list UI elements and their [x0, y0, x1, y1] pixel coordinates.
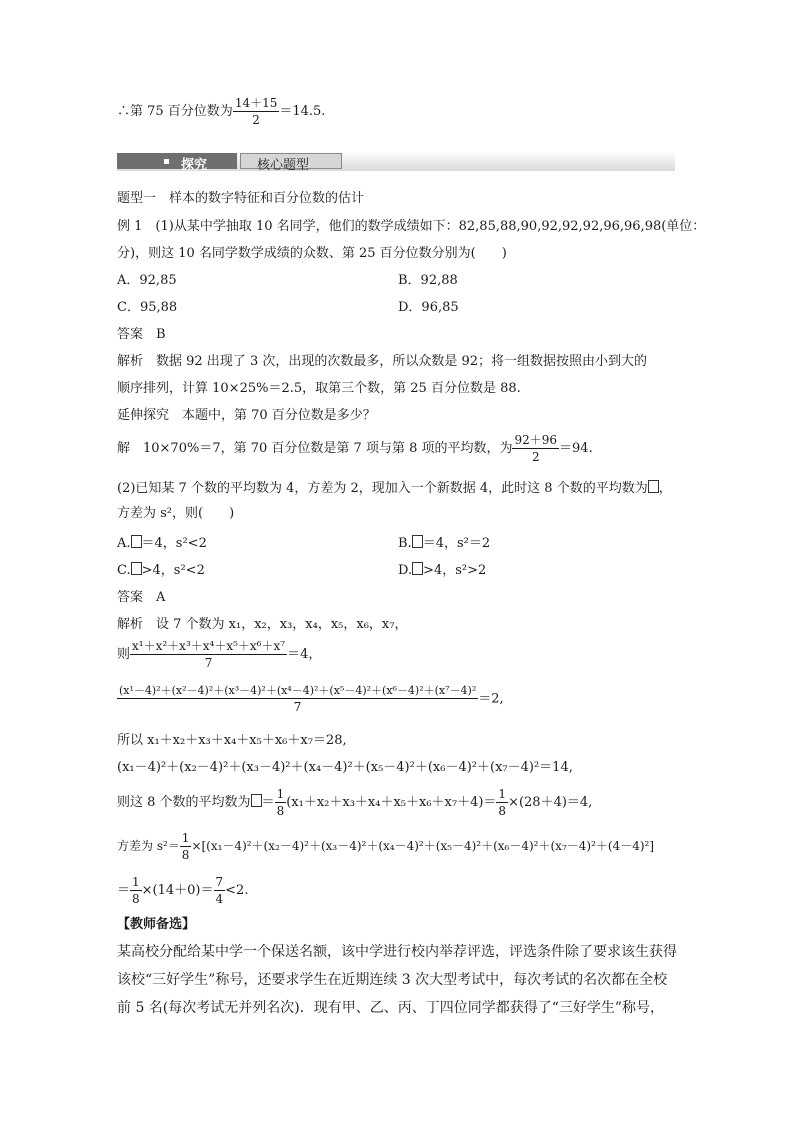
- answer-1: 答案 B: [117, 327, 166, 342]
- extension-solution: 解 10×70%＝7，第 70 百分位数是第 7 项与第 8 项的平均数，为 $\frac{92+96}{2}$ ＝94.: [117, 433, 593, 464]
- variance-result-line: ＝ $\frac{1}{8}$ ×(14＋0)＝ $\frac{7}{4}$ <2.: [117, 875, 249, 906]
- teacher-note-heading: 【教师备选】: [117, 917, 196, 932]
- example1-line1: 例 1 (1)从某中学抽取 10 名同学，他们的数学成绩如下：82,85,88,90,92,92,92,96,96,98(单位：: [117, 219, 706, 234]
- paragraph-line1: 某高校分配给某中学一个保送名额，该中学进行校内举荐评选，评选条件除了要求该生获得: [117, 944, 677, 960]
- x-bar-symbol: [412, 562, 423, 575]
- p75-text: ∴第 75 百分位数为: [117, 104, 233, 119]
- x-bar-symbol: [131, 535, 142, 548]
- p75-result: ＝14.5.: [279, 104, 326, 119]
- example1-line2: 分)，则这 10 名同学数学成绩的众数、第 25 百分位数分别为( ): [117, 246, 507, 261]
- fraction-92-96: $\frac{92+96}{2}$: [514, 433, 558, 464]
- x-bar-symbol: [412, 535, 423, 548]
- option2-d: D. >4，s²>2: [398, 563, 487, 578]
- fraction-mean-sum: $\frac{\text{x¹＋x²＋x³＋x⁴＋x⁵＋x⁶＋x⁷}}{7}$: [132, 639, 286, 670]
- fraction-one-eighth: $\frac{1}{8}$: [132, 875, 140, 906]
- option2-a: A. ＝4，s²<2: [117, 536, 207, 551]
- extension-question: 延伸探究 本题中，第 70 百分位数是多少？: [117, 408, 376, 423]
- section-bar: [117, 151, 675, 171]
- option-d: D．96,85: [398, 300, 459, 315]
- answer-2: 答案 A: [117, 590, 166, 605]
- solution1-line2: 顺序排列，计算 10×25%＝2.5，取第三个数，第 25 百分位数是 88.: [117, 381, 521, 396]
- section-label-explore: 探究: [117, 153, 237, 169]
- p75-line: [117, 97, 325, 126]
- sum-line: 所以 x₁＋x₂＋x₃＋x₄＋x₅＋x₆＋x₇＝28,: [117, 733, 347, 748]
- solution1-line1: 解析 数据 92 出现了 3 次，出现的次数最多，所以众数是 92；将一组数据按照由小到大的: [117, 354, 648, 369]
- fraction-one-eighth: $\frac{1}{8}$: [181, 831, 190, 862]
- variance-equation: $\frac{\text{(x¹－4)²＋(x²－4)²＋(x³－4)²＋(x⁴－4)²＋(x⁵－4)²＋(x⁶－4)²＋(x⁷－4)²}}{7}$ ＝2,: [119, 684, 504, 714]
- question2-line1: (2)已知某 7 个数的平均数为 4，方差为 2，现加入一个新数据 4，此时这 8 个数的平均数为 ，: [117, 481, 672, 496]
- option2-b: B. ＝4，s²＝2: [398, 536, 491, 551]
- fraction-variance-sum: $\frac{\text{(x¹－4)²＋(x²－4)²＋(x³－4)²＋(x⁴－4)²＋(x⁵－4)²＋(x⁶－4)²＋(x⁷－4)²}}{7}$: [119, 684, 477, 714]
- x-bar-symbol: [251, 794, 262, 807]
- fraction-seven-fourths: $\frac{7}{4}$: [215, 875, 224, 906]
- x-bar-symbol: [131, 562, 142, 575]
- question2-line2: 方差为 s²，则( ): [117, 506, 235, 521]
- fraction-14-15: $\frac{14+15}{2}$: [234, 96, 278, 127]
- square-bullet-icon: [164, 159, 169, 164]
- mean-equation: 则 $\frac{\text{x¹＋x²＋x³＋x⁴＋x⁵＋x⁶＋x⁷}}{7}$ ＝4，: [117, 639, 322, 670]
- paragraph-line3: 前 5 名(每次考试无并列名次)．现有甲、乙、丙、丁四位同学都获得了“三好学生”称号，: [117, 1000, 665, 1016]
- x-bar-symbol: [648, 480, 659, 493]
- topic-title: 题型一 样本的数字特征和百分位数的估计: [117, 191, 365, 206]
- section-label-core: 核心题型: [240, 153, 342, 169]
- option-b: B．92,88: [398, 273, 458, 288]
- squares-line: (x₁－4)²＋(x₂－4)²＋(x₃－4)²＋(x₄－4)²＋(x₅－4)²＋(x₆－4)²＋(x₇－4)²＝14,: [117, 760, 573, 775]
- fraction-one-eighth: $\frac{1}{8}$: [498, 787, 507, 818]
- paragraph-line2: 该校“三好学生”称号，还要求学生在近期连续 3 次大型考试中，每次考试的名次都在全校: [117, 972, 668, 988]
- option2-c: C. >4，s²<2: [117, 563, 205, 578]
- fraction-one-eighth: $\frac{1}{8}$: [276, 787, 285, 818]
- solution2-intro: 解析 设 7 个数为 x₁，x₂，x₃，x₄，x₅，x₆，x₇，: [117, 617, 408, 632]
- option-a: A．92,85: [117, 273, 177, 288]
- option-c: C．95,88: [117, 300, 178, 315]
- new-variance-line: 方差为 s²＝ $\frac{1}{8}$ ×[(x₁－4)²＋(x₂－4)²＋(x₃－4)²＋(x₄－4)²＋(x₅－4)²＋(x₆－4)²＋(x₇－4)²＋(4－4)²]: [117, 831, 655, 862]
- new-mean-line: 则这 8 个数的平均数为 ＝ $\frac{1}{8}$ (x₁＋x₂＋x₃＋x₄＋x₅＋x₆＋x₇＋4)＝ $\frac{1}{8}$ ×(28＋4)＝4,: [117, 787, 593, 818]
